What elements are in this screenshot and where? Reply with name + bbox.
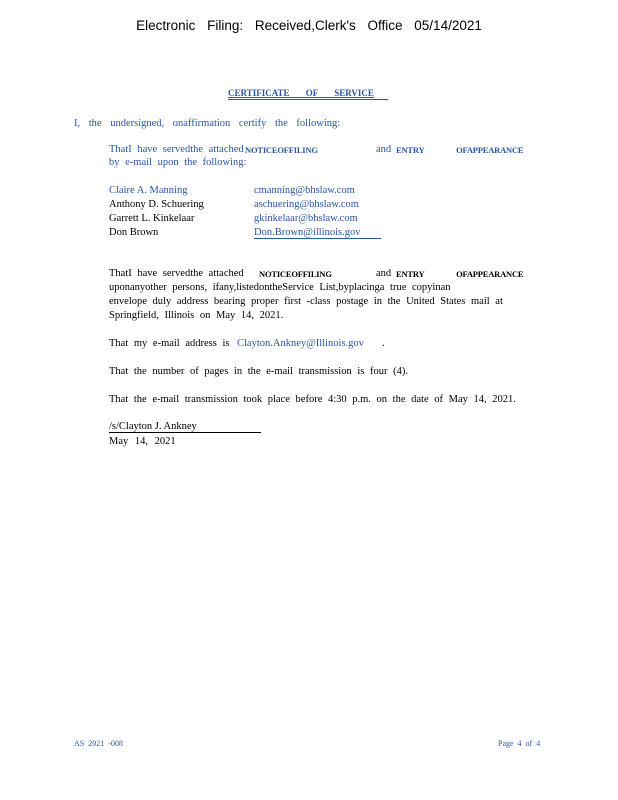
para5-text: That the e-mail transmission took place before 4:30 p.m. on the date of May 14, 2021. [109, 394, 516, 405]
para2-line2: uponanyother persons, ifany,listedontheService List,byplacinga true copyinan [109, 282, 451, 293]
para2-line3: envelope duly address bearing proper first -class postage in the United States mail at [109, 296, 503, 307]
service-email-4[interactable]: Don.Brown@illinois.gov [254, 227, 381, 239]
para1-line2: by e-mail upon the following: [109, 157, 247, 168]
document-title: CERTIFICATE OF SERVICE [228, 88, 388, 100]
para2-doc2: ENTRY OFAPPEARANCE [396, 269, 524, 279]
footer-case-number: AS 2021 -008 [74, 739, 123, 748]
footer-page-number: Page 4 of 4 [498, 739, 541, 748]
para3-end: . [382, 338, 385, 349]
service-name-3: Garrett L. Kinkelaar [109, 213, 195, 224]
para1-doc1: NOTICEOFFILING [245, 145, 318, 155]
service-name-2: Anthony D. Schuering [109, 199, 204, 210]
service-name-1: Claire A. Manning [109, 185, 188, 196]
para2-and: and [376, 268, 392, 279]
para1-doc2: ENTRY OFAPPEARANCE [396, 145, 524, 155]
service-email-3[interactable]: gkinkelaar@bhslaw.com [254, 213, 358, 224]
para1-and: and [376, 144, 392, 155]
para1-line1 [109, 144, 244, 155]
para1-text: ThatI have servedthe attached [109, 144, 244, 155]
service-name-4: Don Brown [109, 227, 159, 238]
para3-text: That my e-mail address is [109, 338, 230, 349]
signature-line: /s/Clayton J. Ankney [109, 421, 261, 433]
para2-doc1: NOTICEOFFILING [259, 269, 332, 279]
para2-line4: Springfield, Illinois on May 14, 2021. [109, 310, 284, 321]
para4-text: That the number of pages in the e-mail transmission is four (4). [109, 366, 408, 377]
service-email-2[interactable]: aschuering@bhslaw.com [254, 199, 359, 210]
intro-line: I, the undersigned, onaffirmation certify the following: [74, 118, 341, 129]
service-email-1[interactable]: cmanning@bhslaw.com [254, 185, 355, 196]
signature-date: May 14, 2021 [109, 436, 176, 447]
para3-email[interactable]: Clayton.Ankney@Illinois.gov [237, 338, 364, 349]
filing-stamp-header: Electronic Filing: Received,Clerk's Office 05/14/2021 [136, 18, 482, 33]
para2-text: ThatI have servedthe attached [109, 268, 244, 279]
